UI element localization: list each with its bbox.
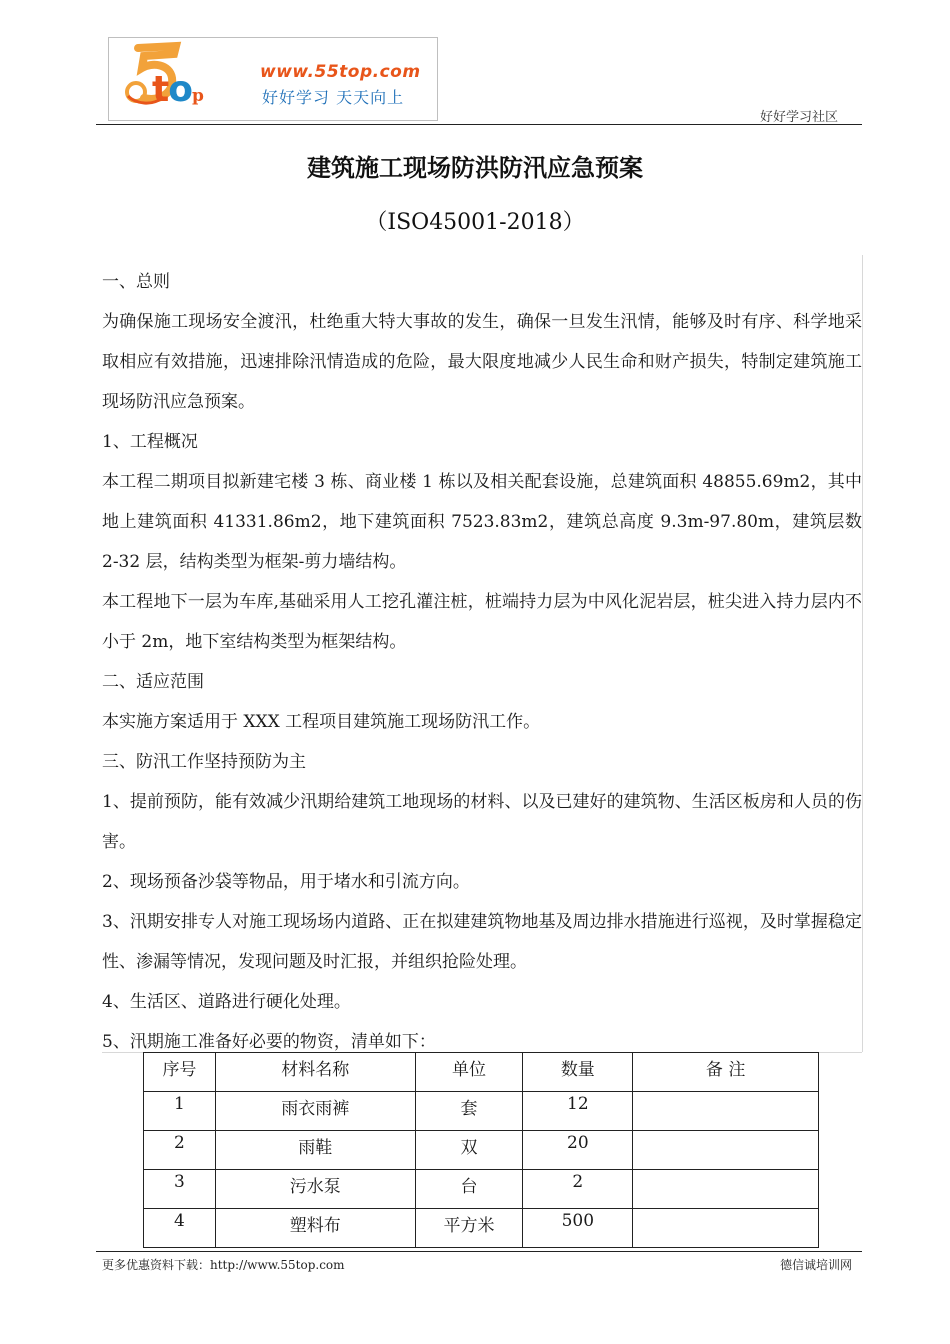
header-cell-material: 材料名称 bbox=[215, 1053, 415, 1092]
section-heading-prevention: 三、防汛工作坚持预防为主 bbox=[102, 752, 306, 772]
table-header-row bbox=[144, 1053, 819, 1092]
footer-divider bbox=[96, 1251, 862, 1252]
paragraph-item-3: 3、汛期安排专人对施工现场场内道路、正在拟建建筑物地基及周边排水措施进行巡视，及时掌握稳定性、渗漏等情况，发现问题及时汇报，并组织抢险处理。 bbox=[102, 912, 862, 972]
table-cell: 雨衣雨裤 bbox=[215, 1092, 415, 1131]
text-frame-right-border bbox=[862, 255, 863, 1052]
table-cell bbox=[633, 1209, 819, 1248]
table-row bbox=[144, 1131, 819, 1170]
document-subtitle: （ISO45001-2018） bbox=[365, 210, 585, 235]
document-body bbox=[102, 262, 862, 1062]
logo-url: www.55top.com bbox=[260, 62, 421, 82]
table-cell: 2 bbox=[523, 1170, 633, 1209]
materials-table bbox=[143, 1052, 819, 1248]
logo-slogan: 好好学习 天天向上 bbox=[262, 88, 405, 107]
table-row bbox=[144, 1092, 819, 1131]
table-cell bbox=[633, 1131, 819, 1170]
logo-letter-p: p bbox=[191, 86, 203, 106]
site-name: 好好学习社区 bbox=[759, 110, 838, 125]
table-cell: 平方米 bbox=[415, 1209, 523, 1248]
paragraph-project-details: 本工程二期项目拟新建宅楼 3 栋、商业楼 1 栋以及相关配套设施，总建筑面积 48855.69m2，其中地上建筑面积 41331.86m2，地下建筑面积 7523.83m2，建筑总高度 9.3m-97.80m，建筑层数 2-32 层，结构类型为框架-剪力墙结构。 bbox=[102, 472, 862, 572]
table-cell: 污水泵 bbox=[215, 1170, 415, 1209]
logo-wordmark bbox=[152, 70, 203, 116]
paragraph-item-2: 2、现场预备沙袋等物品，用于堵水和引流方向。 bbox=[102, 872, 470, 892]
header-cell-quantity: 数量 bbox=[523, 1053, 633, 1092]
section-heading-scope: 二、适应范围 bbox=[102, 672, 204, 692]
section-heading-general: 一、总则 bbox=[102, 272, 170, 292]
paragraph-item-5: 5、汛期施工准备好必要的物资，清单如下： bbox=[102, 1032, 436, 1052]
paragraph-scope: 本实施方案适用于 XXX 工程项目建筑施工现场防汛工作。 bbox=[102, 712, 541, 732]
table-cell: 台 bbox=[415, 1170, 523, 1209]
table-cell bbox=[633, 1092, 819, 1131]
header-cell-no: 序号 bbox=[144, 1053, 216, 1092]
paragraph-basement: 本工程地下一层为车库,基础采用人工挖孔灌注桩，桩端持力层为中风化泥岩层，桩尖进入持力层内不小于 2m，地下室结构类型为框架结构。 bbox=[102, 592, 862, 652]
table-cell: 塑料布 bbox=[215, 1209, 415, 1248]
logo-letter-t: t bbox=[152, 69, 169, 110]
table-cell: 双 bbox=[415, 1131, 523, 1170]
table-cell: 套 bbox=[415, 1092, 523, 1131]
paragraph-item-4: 4、生活区、道路进行硬化处理。 bbox=[102, 992, 351, 1012]
paragraph-purpose: 为确保施工现场安全渡汛，杜绝重大特大事故的发生，确保一旦发生汛情，能够及时有序、科学地采取相应有效措施，迅速排除汛情造成的危险，最大限度地减少人民生命和财产损失，特制定建筑施工现场防汛应急预案。 bbox=[102, 312, 862, 412]
footer-download-link[interactable]: 更多优惠资料下载：http://www.55top.com bbox=[102, 1258, 345, 1272]
header-divider bbox=[96, 124, 862, 125]
table-cell: 2 bbox=[144, 1131, 216, 1170]
table-row bbox=[144, 1170, 819, 1209]
table-cell: 1 bbox=[144, 1092, 216, 1131]
table-cell: 雨鞋 bbox=[215, 1131, 415, 1170]
table-row bbox=[144, 1209, 819, 1248]
table-cell: 500 bbox=[523, 1209, 633, 1248]
table-cell: 12 bbox=[523, 1092, 633, 1131]
header-cell-unit: 单位 bbox=[415, 1053, 523, 1092]
table-cell: 4 bbox=[144, 1209, 216, 1248]
section-heading-project-overview: 1、工程概况 bbox=[102, 432, 198, 452]
table-cell: 20 bbox=[523, 1131, 633, 1170]
table-cell bbox=[633, 1170, 819, 1209]
footer-org-name: 德信诚培训网 bbox=[779, 1258, 852, 1272]
logo-letter-o: o bbox=[168, 69, 192, 110]
document-title: 建筑施工现场防洪防汛应急预案 bbox=[307, 153, 643, 182]
header-cell-remarks: 备 注 bbox=[633, 1053, 819, 1092]
table-cell: 3 bbox=[144, 1170, 216, 1209]
paragraph-item-1: 1、提前预防，能有效减少汛期给建筑工地现场的材料、以及已建好的建筑物、生活区板房和人员的伤害。 bbox=[102, 792, 862, 852]
